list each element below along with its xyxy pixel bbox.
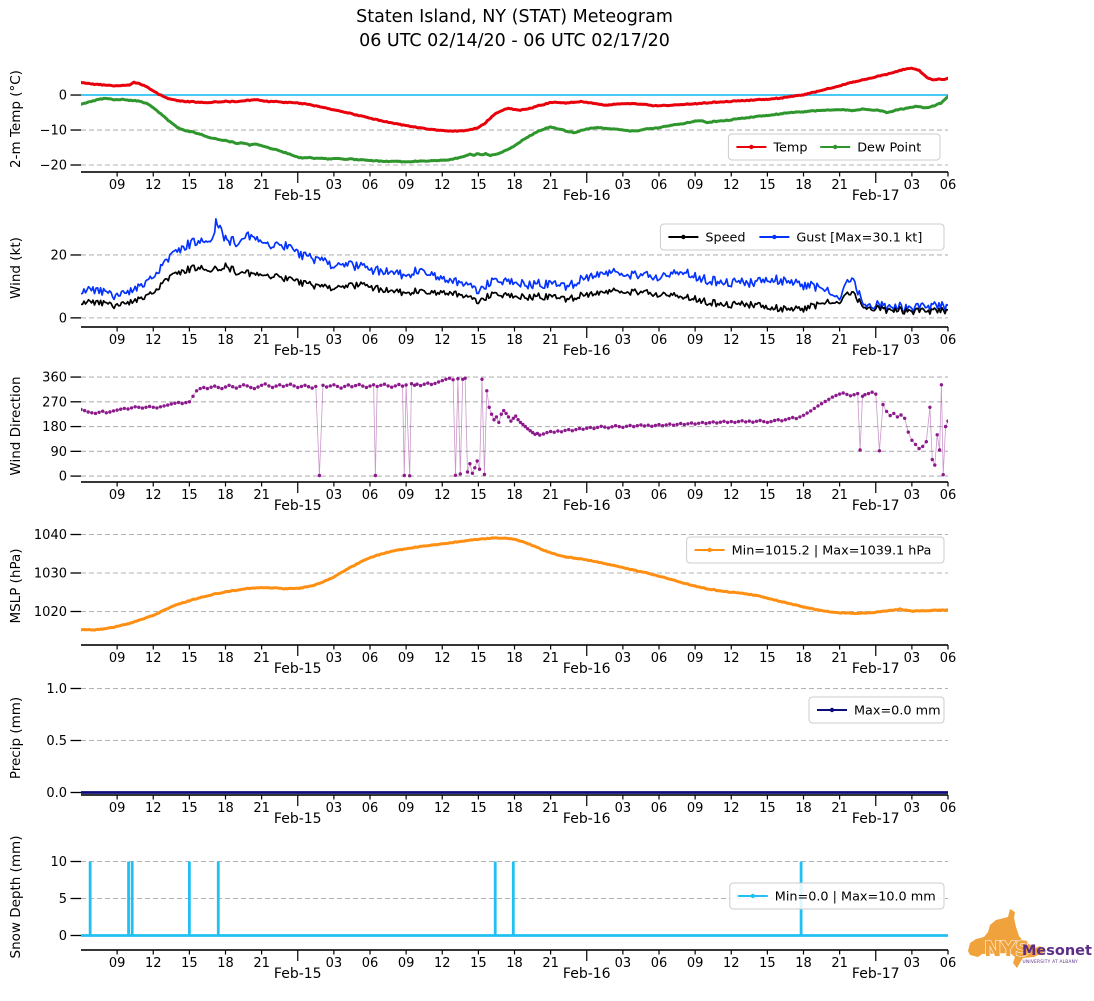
x-hour-label: 21 xyxy=(253,488,270,503)
x-hour-label: 06 xyxy=(650,801,668,816)
x-hour-label: 03 xyxy=(325,333,343,348)
x-hour-label: 15 xyxy=(470,801,487,816)
x-hour-label: 06 xyxy=(361,956,379,971)
x-hour-label: 15 xyxy=(181,956,198,971)
snow-x-ticks xyxy=(109,950,956,982)
x-hour-label: 03 xyxy=(325,801,343,816)
y-tick-label: 0.0 xyxy=(46,786,67,802)
x-hour-label: 21 xyxy=(831,488,848,503)
x-hour-label: 18 xyxy=(795,651,812,666)
y-tick-label: 0.5 xyxy=(46,734,67,750)
x-hour-label: 12 xyxy=(433,801,451,816)
logo-subtitle-text: UNIVERSITY AT ALBANY xyxy=(1022,960,1079,965)
x-date-label: Feb-17 xyxy=(851,188,900,204)
legend-label: Gust [Max=30.1 kt] xyxy=(796,230,923,246)
x-hour-label: 09 xyxy=(397,956,415,971)
x-date-label: Feb-15 xyxy=(273,811,322,827)
x-hour-label: 06 xyxy=(939,488,957,503)
y-tick-label: 1.0 xyxy=(46,682,67,698)
winddir-axis-label: Wind Direction xyxy=(8,376,24,476)
x-hour-label: 21 xyxy=(542,956,559,971)
x-date-label: Feb-15 xyxy=(273,343,322,359)
x-hour-label: 21 xyxy=(542,333,559,348)
wind-panel xyxy=(50,219,956,359)
x-date-label: Feb-17 xyxy=(851,343,900,359)
winddir-panel xyxy=(42,371,956,514)
x-date-label: Feb-16 xyxy=(562,498,611,514)
mslp-x-ticks xyxy=(109,645,956,677)
x-hour-label: 18 xyxy=(506,488,523,503)
x-hour-label: 21 xyxy=(253,333,270,348)
x-hour-label: 09 xyxy=(397,801,415,816)
x-hour-label: 03 xyxy=(614,956,632,971)
x-hour-label: 06 xyxy=(939,333,957,348)
x-hour-label: 12 xyxy=(144,956,162,971)
x-hour-label: 15 xyxy=(759,333,776,348)
x-hour-label: 06 xyxy=(939,956,957,971)
x-hour-label: 12 xyxy=(433,178,451,193)
x-hour-label: 15 xyxy=(759,488,776,503)
x-hour-label: 06 xyxy=(650,333,668,348)
x-hour-label: 15 xyxy=(759,801,776,816)
x-hour-label: 09 xyxy=(397,333,415,348)
x-hour-label: 12 xyxy=(433,651,451,666)
x-hour-label: 18 xyxy=(506,178,523,193)
x-hour-label: 21 xyxy=(831,178,848,193)
y-tick-label: −20 xyxy=(39,158,67,174)
winddir-y-ticks xyxy=(42,371,81,485)
x-hour-label: 09 xyxy=(108,488,126,503)
precip-y-ticks xyxy=(46,682,81,801)
wind-x-ticks xyxy=(109,327,956,359)
legend-label: Min=1015.2 | Max=1039.1 hPa xyxy=(731,543,932,559)
x-hour-label: 18 xyxy=(506,333,523,348)
x-hour-label: 06 xyxy=(939,651,957,666)
legend-label: Min=0.0 | Max=10.0 mm xyxy=(774,889,936,905)
x-hour-label: 12 xyxy=(722,956,740,971)
x-hour-label: 21 xyxy=(831,801,848,816)
x-hour-label: 09 xyxy=(108,333,126,348)
x-hour-label: 03 xyxy=(614,333,632,348)
x-hour-label: 18 xyxy=(217,178,234,193)
temp-x-ticks xyxy=(109,172,956,204)
y-tick-label: 90 xyxy=(50,444,67,460)
x-date-label: Feb-16 xyxy=(562,188,611,204)
x-hour-label: 09 xyxy=(686,333,704,348)
y-tick-label: 270 xyxy=(42,395,67,411)
x-hour-label: 06 xyxy=(650,956,668,971)
snow-y-ticks xyxy=(50,855,81,944)
x-hour-label: 03 xyxy=(614,178,632,193)
y-tick-label: 0 xyxy=(58,928,67,944)
precip-axis-label: Precip (mm) xyxy=(8,696,24,780)
x-hour-label: 12 xyxy=(722,333,740,348)
winddir-gridlines xyxy=(81,377,948,476)
x-hour-label: 09 xyxy=(108,651,126,666)
x-hour-label: 12 xyxy=(433,333,451,348)
snow-legend xyxy=(730,883,944,909)
precip-legend xyxy=(809,697,944,723)
x-hour-label: 15 xyxy=(470,488,487,503)
x-hour-label: 15 xyxy=(181,333,198,348)
x-hour-label: 03 xyxy=(903,956,921,971)
x-hour-label: 12 xyxy=(722,178,740,193)
x-hour-label: 21 xyxy=(831,333,848,348)
x-hour-label: 12 xyxy=(433,956,451,971)
snow-axis-label: Snow Depth (mm) xyxy=(8,835,24,959)
x-hour-label: 09 xyxy=(108,178,126,193)
x-hour-label: 21 xyxy=(831,956,848,971)
mslp-axis-label: MSLP (hPa) xyxy=(8,548,24,624)
x-hour-label: 06 xyxy=(939,178,957,193)
logo-nys-text: NYS xyxy=(984,937,1029,961)
nys-mesonet-logo xyxy=(960,899,1092,997)
title-date-range: 06 UTC 02/14/20 - 06 UTC 02/17/20 xyxy=(359,31,670,51)
x-hour-label: 03 xyxy=(903,488,921,503)
x-hour-label: 03 xyxy=(325,956,343,971)
x-hour-label: 21 xyxy=(253,801,270,816)
x-hour-label: 18 xyxy=(506,651,523,666)
wind-axis-label: Wind (kt) xyxy=(8,237,24,299)
legend-label: Max=0.0 mm xyxy=(854,703,941,719)
x-hour-label: 15 xyxy=(470,956,487,971)
x-hour-label: 12 xyxy=(433,488,451,503)
x-hour-label: 18 xyxy=(217,801,234,816)
wind-y-ticks xyxy=(50,248,81,326)
y-tick-label: 0 xyxy=(58,88,67,104)
snow-panel xyxy=(50,855,956,982)
x-hour-label: 09 xyxy=(108,956,126,971)
x-hour-label: 18 xyxy=(795,488,812,503)
temp-line xyxy=(81,68,948,131)
x-hour-label: 09 xyxy=(108,801,126,816)
x-hour-label: 12 xyxy=(144,333,162,348)
x-hour-label: 03 xyxy=(325,178,343,193)
x-hour-label: 12 xyxy=(722,801,740,816)
x-hour-label: 18 xyxy=(795,801,812,816)
x-hour-label: 15 xyxy=(759,956,776,971)
x-hour-label: 06 xyxy=(361,488,379,503)
x-hour-label: 18 xyxy=(506,801,523,816)
x-date-label: Feb-16 xyxy=(562,966,611,982)
x-hour-label: 09 xyxy=(397,651,415,666)
x-date-label: Feb-16 xyxy=(562,661,611,677)
x-hour-label: 21 xyxy=(542,178,559,193)
x-date-label: Feb-15 xyxy=(273,966,322,982)
x-hour-label: 15 xyxy=(470,651,487,666)
y-tick-label: 5 xyxy=(58,891,67,907)
x-date-label: Feb-17 xyxy=(851,661,900,677)
x-hour-label: 09 xyxy=(686,651,704,666)
x-hour-label: 09 xyxy=(686,801,704,816)
x-date-label: Feb-17 xyxy=(851,811,900,827)
x-hour-label: 09 xyxy=(686,178,704,193)
x-hour-label: 09 xyxy=(686,488,704,503)
legend-label: Temp xyxy=(773,140,808,156)
x-hour-label: 15 xyxy=(759,178,776,193)
x-hour-label: 06 xyxy=(650,178,668,193)
x-date-label: Feb-17 xyxy=(851,966,900,982)
speed-line xyxy=(81,263,948,314)
x-hour-label: 18 xyxy=(795,178,812,193)
precip-x-ticks xyxy=(109,795,956,827)
x-date-label: Feb-15 xyxy=(273,661,322,677)
x-hour-label: 06 xyxy=(361,801,379,816)
x-hour-label: 15 xyxy=(470,178,487,193)
x-hour-label: 03 xyxy=(325,651,343,666)
y-tick-label: 180 xyxy=(42,420,67,436)
x-hour-label: 15 xyxy=(181,801,198,816)
x-hour-label: 21 xyxy=(542,651,559,666)
x-hour-label: 06 xyxy=(361,333,379,348)
x-hour-label: 15 xyxy=(759,651,776,666)
y-tick-label: 20 xyxy=(50,248,67,264)
x-date-label: Feb-17 xyxy=(851,498,900,514)
x-hour-label: 09 xyxy=(397,488,415,503)
mslp-legend xyxy=(687,537,944,563)
wind-legend xyxy=(660,224,944,250)
x-date-label: Feb-15 xyxy=(273,188,322,204)
x-hour-label: 18 xyxy=(217,956,234,971)
x-hour-label: 06 xyxy=(939,801,957,816)
x-date-label: Feb-16 xyxy=(562,811,611,827)
y-tick-label: 10 xyxy=(50,855,67,871)
mslp-y-ticks xyxy=(34,528,81,620)
precip-panel xyxy=(46,682,956,827)
x-hour-label: 21 xyxy=(253,956,270,971)
x-hour-label: 03 xyxy=(614,651,632,666)
temp-axis-label: 2-m Temp (°C) xyxy=(8,70,24,168)
x-hour-label: 03 xyxy=(614,801,632,816)
x-hour-label: 12 xyxy=(144,178,162,193)
x-hour-label: 12 xyxy=(144,801,162,816)
logo-mesonet-text: Mesonet xyxy=(1022,943,1092,959)
x-hour-label: 21 xyxy=(253,651,270,666)
x-hour-label: 21 xyxy=(831,651,848,666)
mslp-panel xyxy=(34,528,956,677)
x-hour-label: 12 xyxy=(144,488,162,503)
x-hour-label: 15 xyxy=(181,651,198,666)
winddir-x-ticks xyxy=(109,482,956,514)
page-title: Staten Island, NY (STAT) Meteogram xyxy=(356,7,673,27)
x-hour-label: 06 xyxy=(361,178,379,193)
y-tick-label: 0 xyxy=(58,311,67,327)
x-hour-label: 18 xyxy=(795,956,812,971)
x-hour-label: 18 xyxy=(217,651,234,666)
x-hour-label: 18 xyxy=(217,488,234,503)
x-hour-label: 18 xyxy=(217,333,234,348)
x-hour-label: 15 xyxy=(470,333,487,348)
legend-label: Dew Point xyxy=(857,140,922,156)
x-hour-label: 21 xyxy=(542,488,559,503)
temp-y-ticks xyxy=(40,89,81,174)
y-tick-label: 1030 xyxy=(33,566,67,582)
legend-label: Speed xyxy=(705,230,746,246)
x-hour-label: 15 xyxy=(181,488,198,503)
x-hour-label: 12 xyxy=(722,651,740,666)
x-hour-label: 15 xyxy=(181,178,198,193)
x-date-label: Feb-15 xyxy=(273,498,322,514)
x-hour-label: 03 xyxy=(903,651,921,666)
x-hour-label: 09 xyxy=(397,178,415,193)
x-hour-label: 18 xyxy=(506,956,523,971)
x-hour-label: 03 xyxy=(325,488,343,503)
x-hour-label: 12 xyxy=(722,488,740,503)
y-tick-label: 360 xyxy=(42,370,67,386)
x-hour-label: 21 xyxy=(253,178,270,193)
x-hour-label: 03 xyxy=(614,488,632,503)
y-tick-label: 1020 xyxy=(33,605,67,621)
y-tick-label: 0 xyxy=(58,469,67,485)
y-tick-label: −10 xyxy=(39,123,67,139)
x-date-label: Feb-16 xyxy=(562,343,611,359)
x-hour-label: 03 xyxy=(903,801,921,816)
temp-panel xyxy=(40,68,957,204)
y-tick-label: 1040 xyxy=(33,528,67,544)
x-hour-label: 12 xyxy=(144,651,162,666)
x-hour-label: 06 xyxy=(650,651,668,666)
x-hour-label: 03 xyxy=(903,333,921,348)
x-hour-label: 06 xyxy=(361,651,379,666)
x-hour-label: 18 xyxy=(795,333,812,348)
x-hour-label: 06 xyxy=(650,488,668,503)
x-hour-label: 21 xyxy=(542,801,559,816)
x-hour-label: 03 xyxy=(903,178,921,193)
temp-legend xyxy=(728,134,940,160)
x-hour-label: 09 xyxy=(686,956,704,971)
